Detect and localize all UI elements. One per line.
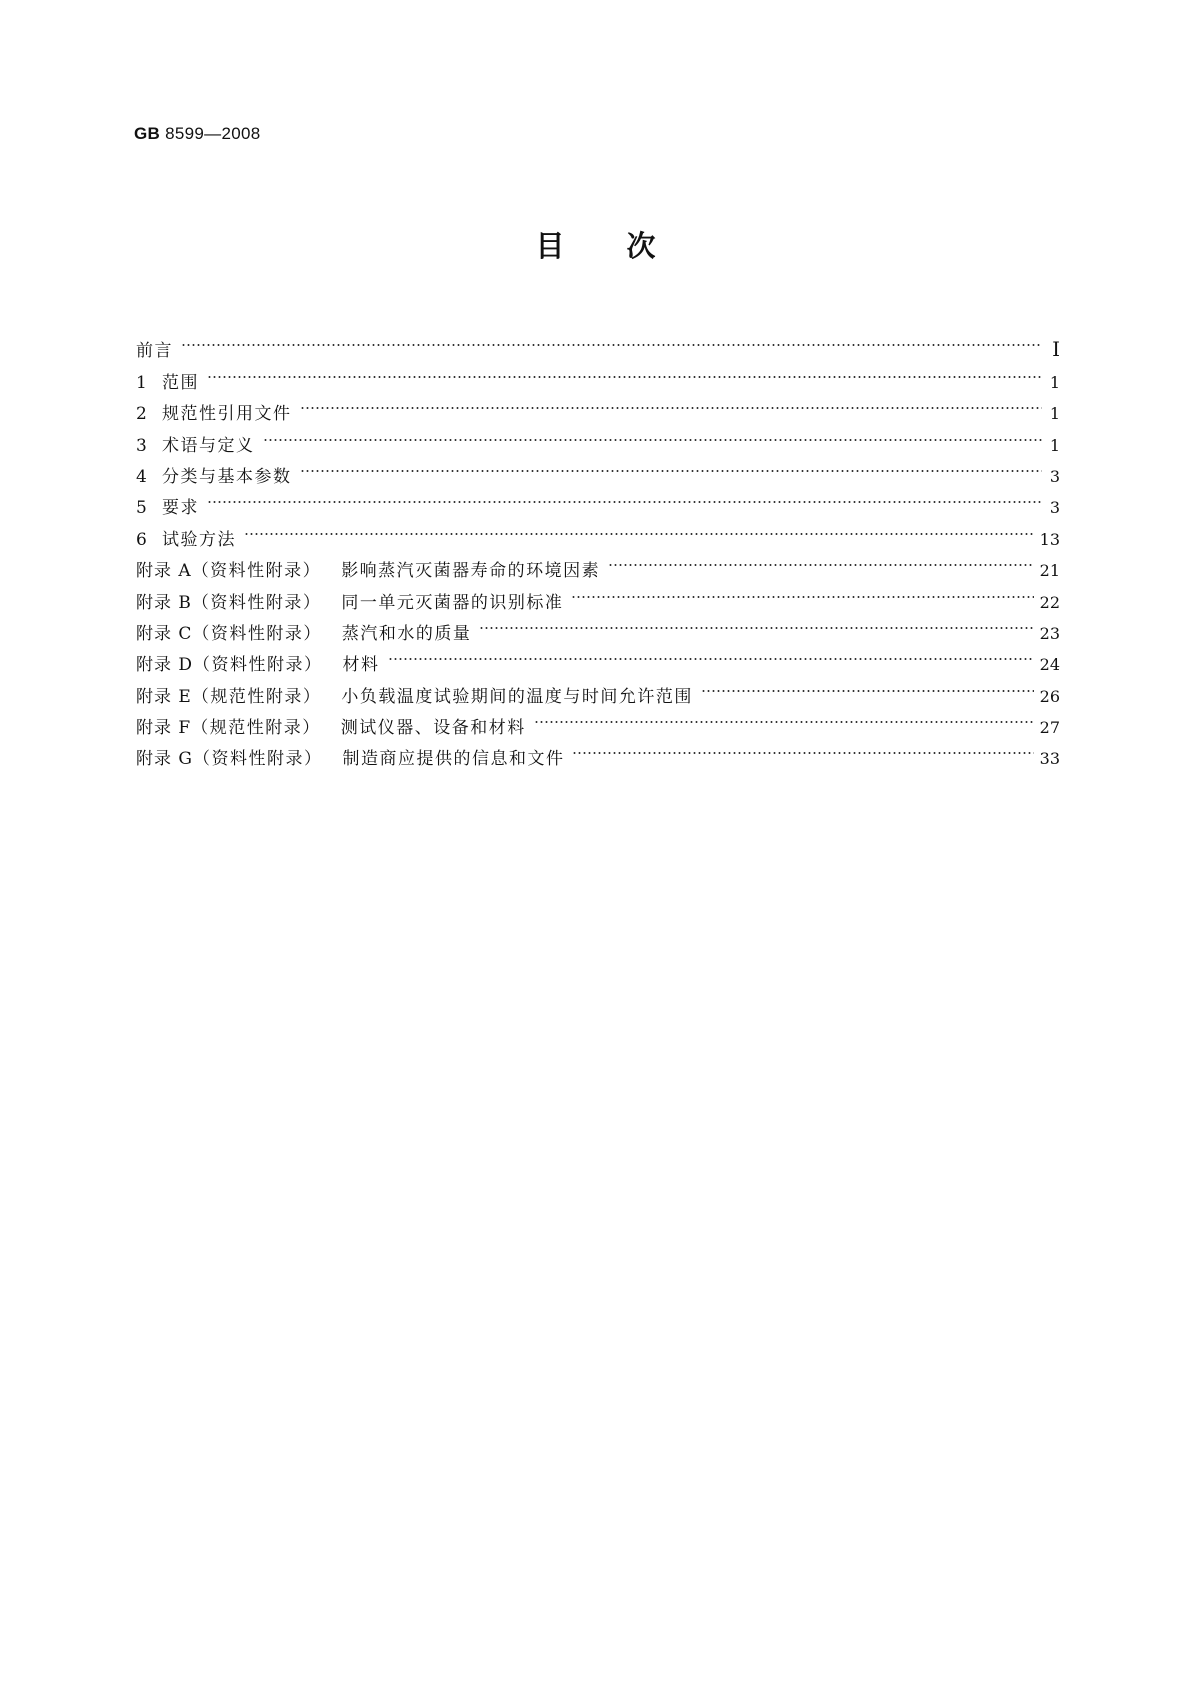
title-char-2: 次	[626, 229, 656, 263]
appendix-title: 影响蒸汽灭菌器寿命的环境因素	[341, 561, 601, 582]
toc-leader-dots	[701, 670, 1034, 701]
toc-leader-dots	[534, 702, 1034, 733]
toc-entry-page: 3	[1049, 466, 1060, 486]
appendix-kind: （资料性附录）	[192, 749, 323, 770]
standard-number: 8599—2008	[165, 124, 261, 143]
appendix-title: 蒸汽和水的质量	[341, 623, 472, 644]
toc-entry-label: 范围	[162, 372, 199, 393]
appendix-title: 制造商应提供的信息和文件	[342, 749, 565, 770]
toc-entry-chapter[interactable]	[136, 482, 1060, 519]
appendix-title: 同一单元灭菌器的识别标准	[341, 592, 564, 613]
toc-entry-chapter[interactable]	[136, 513, 1060, 550]
table-of-contents	[136, 325, 1060, 770]
toc-entry-page: 3	[1049, 498, 1060, 518]
toc-entry-number: 3	[136, 435, 147, 456]
toc-leader-dots	[572, 733, 1033, 764]
toc-leader-dots	[207, 356, 1042, 387]
toc-leader-dots	[263, 419, 1043, 450]
toc-entry-chapter[interactable]	[136, 388, 1060, 425]
toc-entry-page: 26	[1039, 686, 1060, 706]
appendix-kind: （资料性附录）	[191, 592, 322, 613]
toc-entry-page: 1	[1049, 435, 1060, 455]
appendix-letter: 附录 B	[136, 592, 192, 613]
toc-entry-page: 22	[1039, 592, 1060, 612]
toc-entry-number: 5	[136, 498, 147, 519]
appendix-tag	[136, 588, 321, 619]
appendix-kind: （规范性附录）	[191, 718, 321, 739]
title-char-1: 目	[535, 229, 565, 263]
appendix-kind: （资料性附录）	[191, 561, 322, 582]
toc-leader-dots	[300, 388, 1043, 419]
toc-entry-page: Ⅰ	[1052, 337, 1060, 362]
toc-entry-page: 33	[1039, 749, 1060, 769]
appendix-tag	[136, 744, 322, 775]
appendix-tag	[136, 682, 321, 713]
toc-entry-label: 规范性引用文件	[162, 404, 292, 425]
toc-entry-label: 术语与定义	[162, 435, 255, 456]
toc-entry-number: 2	[136, 404, 147, 425]
toc-entry-label: 要求	[162, 498, 199, 519]
toc-entry-chapter[interactable]	[136, 356, 1060, 393]
appendix-kind: （资料性附录）	[193, 655, 323, 676]
toc-entry-page: 1	[1049, 404, 1060, 424]
toc-entry-number: 1	[136, 372, 147, 393]
appendix-title: 小负载温度试验期间的温度与时间允许范围	[341, 686, 693, 707]
appendix-letter: 附录 F	[136, 718, 192, 739]
toc-entry-number: 6	[136, 529, 147, 550]
toc-entry-page: 24	[1039, 655, 1060, 675]
standard-prefix: GB	[134, 124, 161, 143]
appendix-tag	[136, 713, 321, 744]
toc-entry-label: 前言	[136, 341, 173, 362]
toc-entry-page: 1	[1049, 372, 1060, 392]
toc-entry-chapter[interactable]	[136, 419, 1060, 456]
toc-entry-page: 21	[1039, 561, 1060, 581]
toc-leader-dots	[244, 513, 1034, 544]
appendix-letter: 附录 C	[136, 623, 193, 644]
appendix-letter: 附录 E	[136, 686, 192, 707]
toc-leader-dots	[300, 451, 1043, 482]
toc-entry-label: 试验方法	[162, 529, 236, 550]
toc-entry-label: 分类与基本参数	[162, 466, 292, 487]
toc-entry-number: 4	[136, 466, 147, 487]
appendix-letter: 附录 A	[136, 561, 192, 582]
appendix-kind: （资料性附录）	[192, 623, 322, 644]
toc-leader-dots	[207, 482, 1042, 513]
toc-leader-dots	[388, 639, 1034, 670]
toc-entry-page: 27	[1039, 718, 1060, 738]
toc-leader-dots	[181, 325, 1042, 356]
toc-entry-page: 13	[1039, 529, 1060, 549]
toc-entry-foreword[interactable]	[136, 325, 1060, 362]
appendix-tag	[136, 556, 321, 587]
appendix-title: 测试仪器、设备和材料	[340, 718, 526, 739]
toc-entry-appendix[interactable]	[136, 545, 1060, 582]
appendix-tag	[136, 650, 323, 681]
toc-leader-dots	[571, 576, 1033, 607]
standard-code	[134, 124, 260, 144]
appendix-letter: 附录 G	[136, 749, 193, 770]
appendix-tag	[136, 619, 322, 650]
appendix-letter: 附录 D	[136, 655, 194, 676]
appendix-title: 材料	[342, 655, 380, 676]
toc-entry-chapter[interactable]	[136, 451, 1060, 487]
toc-entry-page: 23	[1039, 623, 1060, 643]
appendix-kind: （规范性附录）	[191, 686, 322, 707]
toc-leader-dots	[608, 545, 1033, 576]
page-title	[0, 228, 1191, 264]
toc-leader-dots	[479, 608, 1033, 639]
